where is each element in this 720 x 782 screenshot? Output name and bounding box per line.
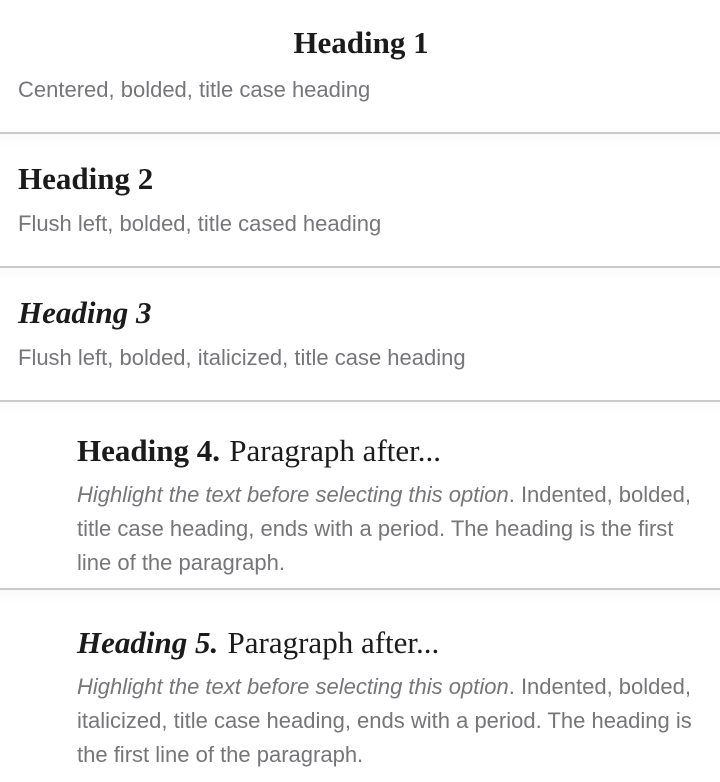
- heading-1-sample: Heading 1: [293, 25, 429, 60]
- heading-4-runin-paragraph-text: Paragraph after...: [229, 433, 441, 468]
- heading-5-runin-paragraph-text: Paragraph after...: [227, 625, 440, 660]
- heading-4-description-italic-note: Highlight the text before selecting this option: [77, 482, 509, 507]
- heading-5-sample: [77, 624, 704, 661]
- style-row-heading-2: [0, 132, 720, 266]
- heading-5-description-italic-note: Highlight the text before selecting this option: [77, 674, 509, 699]
- style-row-heading-3: [0, 266, 720, 400]
- style-row-heading-1: [0, 0, 720, 132]
- style-row-heading-4: [0, 400, 720, 588]
- heading-3-sample: Heading 3: [18, 295, 152, 330]
- style-row-heading-5: [0, 588, 720, 782]
- heading-2-description: Flush left, bolded, title cased heading: [18, 211, 382, 236]
- heading-2-sample: Heading 2: [18, 161, 154, 196]
- heading-1-description: Centered, bolded, title case heading: [18, 77, 371, 102]
- heading-5-description: [77, 670, 704, 772]
- heading-4-description-rest: . Indented, bolded, title case heading, ends with a period. The heading is the first line of the paragraph.: [77, 482, 691, 575]
- heading-3-description: Flush left, bolded, italicized, title case heading: [18, 345, 466, 370]
- heading-5-runin-label: Heading 5.: [77, 625, 219, 660]
- heading-5-description-rest: . Indented, bolded, italicized, title case heading, ends with a period. The heading is the first line of the paragraph.: [77, 674, 692, 767]
- heading-4-runin-label: Heading 4.: [77, 433, 220, 468]
- heading-4-description: [77, 478, 704, 580]
- heading-4-sample: [77, 432, 704, 469]
